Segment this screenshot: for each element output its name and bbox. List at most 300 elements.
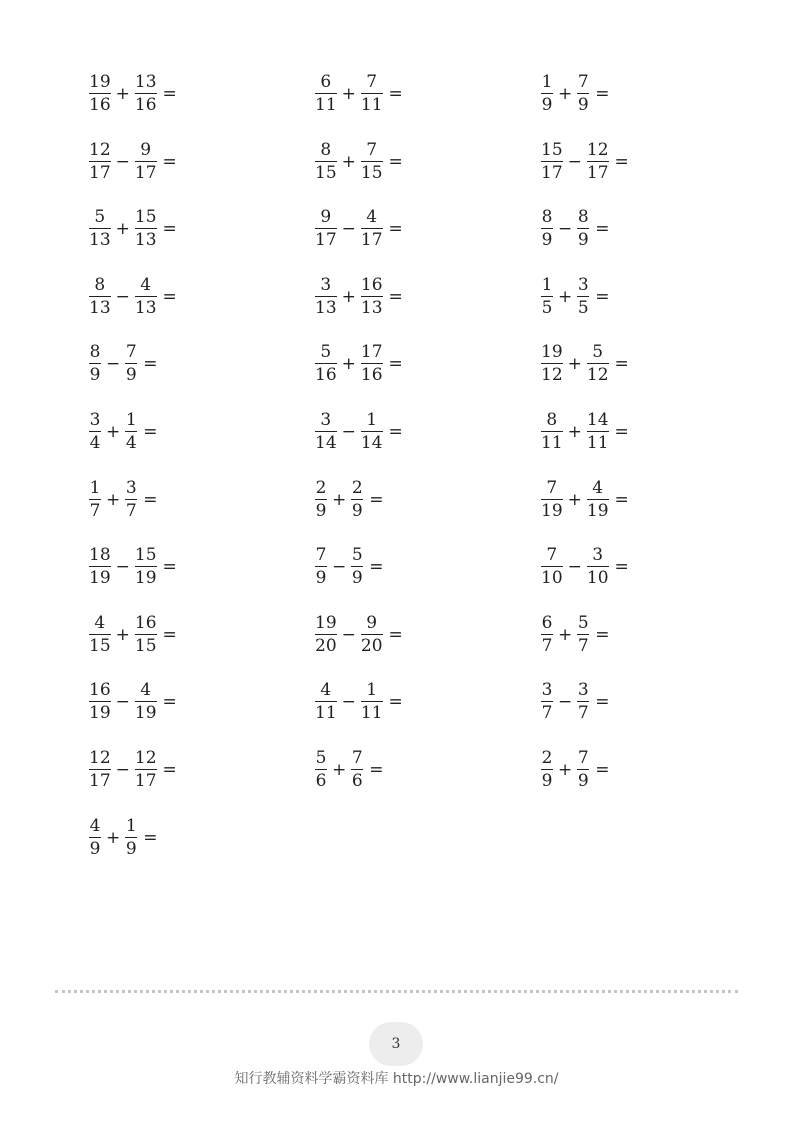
- fraction-problem: [314, 678, 403, 726]
- equals-sign: =: [162, 692, 177, 712]
- numerator: 12: [89, 748, 111, 768]
- numerator: 16: [89, 680, 111, 700]
- fraction: [314, 412, 338, 452]
- equals-sign: =: [162, 287, 177, 307]
- denominator: 9: [541, 230, 553, 250]
- denominator: 6: [351, 771, 363, 791]
- fraction: [88, 142, 112, 182]
- fraction-problem: [314, 746, 384, 794]
- denominator: 9: [577, 95, 589, 115]
- numerator: 7: [366, 140, 378, 160]
- fraction: [576, 750, 590, 790]
- denominator: 9: [541, 95, 553, 115]
- fraction: [360, 74, 384, 114]
- equals-sign: =: [369, 760, 384, 780]
- equals-sign: =: [388, 692, 403, 712]
- numerator: 3: [577, 275, 589, 295]
- numerator: 3: [320, 275, 332, 295]
- equals-sign: =: [595, 692, 610, 712]
- numerator: 1: [89, 478, 101, 498]
- fraction: [540, 209, 554, 249]
- fraction: [134, 615, 158, 655]
- denominator: 9: [315, 568, 327, 588]
- denominator: 17: [315, 230, 337, 250]
- operator: +: [558, 625, 573, 645]
- fraction: [314, 74, 338, 114]
- operator: +: [341, 152, 356, 172]
- operator: +: [341, 287, 356, 307]
- equals-sign: =: [614, 557, 629, 577]
- numerator: 1: [541, 72, 553, 92]
- numerator: 8: [541, 207, 553, 227]
- fraction: [360, 142, 384, 182]
- operator: +: [332, 760, 347, 780]
- denominator: 19: [89, 703, 111, 723]
- equals-sign: =: [595, 760, 610, 780]
- equals-sign: =: [614, 354, 629, 374]
- fraction: [314, 615, 338, 655]
- operator: +: [341, 84, 356, 104]
- denominator: 14: [360, 433, 383, 453]
- numerator: 16: [134, 613, 157, 633]
- fraction: [586, 344, 610, 384]
- fraction: [314, 142, 338, 182]
- fraction: [576, 682, 590, 722]
- fraction-problem: [540, 70, 610, 118]
- numerator: 7: [546, 545, 558, 565]
- fraction: [540, 344, 564, 384]
- numerator: 7: [315, 545, 327, 565]
- operator: +: [341, 354, 356, 374]
- numerator: 3: [320, 410, 332, 430]
- operator: −: [567, 152, 582, 172]
- fraction-problem: [540, 611, 610, 659]
- operator: −: [115, 152, 130, 172]
- denominator: 6: [315, 771, 327, 791]
- fraction-problem: [540, 340, 629, 388]
- fraction: [124, 412, 138, 452]
- operator: −: [341, 422, 356, 442]
- denominator: 11: [360, 95, 383, 115]
- fraction: [576, 74, 590, 114]
- fraction: [314, 750, 328, 790]
- denominator: 7: [577, 703, 589, 723]
- fraction-problem: [314, 273, 403, 321]
- numerator: 2: [351, 478, 363, 498]
- operator: −: [558, 219, 573, 239]
- numerator: 19: [541, 342, 563, 362]
- fraction: [576, 615, 590, 655]
- numerator: 15: [134, 545, 157, 565]
- operator: −: [341, 219, 356, 239]
- numerator: 19: [89, 72, 111, 92]
- fraction-problem: [88, 476, 158, 524]
- numerator: 7: [577, 72, 589, 92]
- equals-sign: =: [162, 760, 177, 780]
- equals-sign: =: [162, 557, 177, 577]
- numerator: 5: [351, 545, 363, 565]
- operator: +: [567, 490, 582, 510]
- fraction: [540, 277, 554, 317]
- operator: +: [106, 490, 121, 510]
- equals-sign: =: [595, 219, 610, 239]
- operator: −: [567, 557, 582, 577]
- numerator: 7: [125, 342, 137, 362]
- fraction: [350, 750, 364, 790]
- fraction-problem: [314, 138, 403, 186]
- equals-sign: =: [388, 354, 403, 374]
- fraction: [586, 412, 610, 452]
- fraction-problem: [88, 138, 177, 186]
- denominator: 15: [360, 163, 383, 183]
- denominator: 5: [577, 298, 589, 318]
- fraction: [134, 142, 158, 182]
- fraction-problem: [314, 408, 403, 456]
- numerator: 5: [315, 748, 327, 768]
- fraction: [314, 480, 328, 520]
- numerator: 8: [94, 275, 106, 295]
- numerator: 3: [592, 545, 604, 565]
- denominator: 17: [134, 163, 157, 183]
- numerator: 12: [134, 748, 157, 768]
- fraction: [360, 209, 384, 249]
- fraction-problem: [88, 340, 158, 388]
- numerator: 6: [320, 72, 332, 92]
- denominator: 14: [315, 433, 337, 453]
- equals-sign: =: [614, 152, 629, 172]
- numerator: 15: [134, 207, 157, 227]
- operator: −: [115, 557, 130, 577]
- fraction: [88, 344, 102, 384]
- operator: −: [106, 354, 121, 374]
- fraction: [540, 615, 554, 655]
- numerator: 3: [125, 478, 137, 498]
- fraction: [134, 74, 158, 114]
- page-number-badge: [369, 1022, 423, 1066]
- fraction-problem: [314, 205, 403, 253]
- numerator: 1: [366, 680, 378, 700]
- fraction: [134, 277, 158, 317]
- numerator: 9: [366, 613, 378, 633]
- equals-sign: =: [388, 422, 403, 442]
- fraction-problem: [88, 746, 177, 794]
- fraction: [134, 682, 158, 722]
- denominator: 9: [125, 365, 137, 385]
- fraction: [88, 615, 112, 655]
- fraction: [540, 750, 554, 790]
- fraction: [124, 818, 138, 858]
- denominator: 11: [360, 703, 383, 723]
- fraction: [540, 480, 564, 520]
- numerator: 2: [315, 478, 327, 498]
- denominator: 12: [586, 365, 609, 385]
- numerator: 5: [592, 342, 604, 362]
- denominator: 4: [125, 433, 137, 453]
- numerator: 7: [351, 748, 363, 768]
- denominator: 20: [315, 636, 337, 656]
- fraction: [88, 74, 112, 114]
- equals-sign: =: [143, 422, 158, 442]
- fraction-problem: [88, 70, 177, 118]
- equals-sign: =: [388, 287, 403, 307]
- numerator: 17: [360, 342, 383, 362]
- denominator: 19: [541, 501, 563, 521]
- equals-sign: =: [143, 354, 158, 374]
- fraction: [360, 344, 384, 384]
- fraction-problem: [540, 273, 610, 321]
- denominator: 9: [89, 839, 101, 859]
- equals-sign: =: [614, 422, 629, 442]
- denominator: 11: [586, 433, 609, 453]
- numerator: 12: [586, 140, 609, 160]
- footer-source-text: 知行教辅资料学霸资料库 http://www.lianjie99.cn/: [234, 1071, 559, 1087]
- operator: −: [341, 692, 356, 712]
- denominator: 13: [134, 230, 157, 250]
- numerator: 8: [320, 140, 332, 160]
- denominator: 19: [134, 568, 157, 588]
- numerator: 3: [541, 680, 553, 700]
- operator: +: [115, 219, 130, 239]
- equals-sign: =: [388, 84, 403, 104]
- denominator: 9: [315, 501, 327, 521]
- operator: +: [106, 422, 121, 442]
- denominator: 11: [315, 95, 337, 115]
- denominator: 10: [541, 568, 563, 588]
- numerator: 1: [366, 410, 378, 430]
- operator: +: [567, 422, 582, 442]
- fraction: [134, 547, 158, 587]
- numerator: 2: [541, 748, 553, 768]
- denominator: 12: [541, 365, 563, 385]
- denominator: 16: [360, 365, 383, 385]
- denominator: 17: [89, 771, 111, 791]
- fraction: [540, 547, 564, 587]
- denominator: 17: [541, 163, 563, 183]
- denominator: 19: [134, 703, 157, 723]
- denominator: 13: [134, 298, 157, 318]
- fraction: [314, 277, 338, 317]
- numerator: 3: [577, 680, 589, 700]
- fraction-problem: [314, 611, 403, 659]
- operator: +: [567, 354, 582, 374]
- fraction-problem: [540, 476, 629, 524]
- denominator: 7: [541, 636, 553, 656]
- fraction: [576, 277, 590, 317]
- operator: +: [558, 760, 573, 780]
- fraction-problem: [88, 611, 177, 659]
- fraction: [314, 344, 338, 384]
- denominator: 19: [586, 501, 609, 521]
- fraction: [88, 818, 102, 858]
- fraction-problem: [88, 273, 177, 321]
- fraction-problem: [88, 814, 158, 862]
- fraction-problem: [540, 678, 610, 726]
- numerator: 4: [140, 680, 152, 700]
- fraction-problem: [540, 138, 629, 186]
- fraction: [360, 412, 384, 452]
- operator: +: [115, 625, 130, 645]
- denominator: 13: [315, 298, 337, 318]
- equals-sign: =: [143, 828, 158, 848]
- denominator: 19: [89, 568, 111, 588]
- operator: −: [115, 692, 130, 712]
- fraction-problem: [540, 205, 610, 253]
- fraction: [88, 750, 112, 790]
- denominator: 16: [89, 95, 111, 115]
- numerator: 4: [366, 207, 378, 227]
- denominator: 9: [351, 501, 363, 521]
- fraction: [540, 412, 564, 452]
- equals-sign: =: [388, 625, 403, 645]
- equals-sign: =: [143, 490, 158, 510]
- denominator: 9: [351, 568, 363, 588]
- numerator: 19: [315, 613, 337, 633]
- numerator: 4: [320, 680, 332, 700]
- fraction: [314, 547, 328, 587]
- numerator: 14: [586, 410, 609, 430]
- fraction: [586, 480, 610, 520]
- fraction: [586, 142, 610, 182]
- operator: +: [115, 84, 130, 104]
- fraction: [540, 74, 554, 114]
- numerator: 8: [89, 342, 101, 362]
- numerator: 5: [577, 613, 589, 633]
- fraction: [540, 682, 554, 722]
- numerator: 5: [320, 342, 332, 362]
- numerator: 12: [89, 140, 111, 160]
- operator: +: [106, 828, 121, 848]
- fraction: [124, 344, 138, 384]
- equals-sign: =: [595, 84, 610, 104]
- denominator: 17: [134, 771, 157, 791]
- denominator: 9: [577, 771, 589, 791]
- numerator: 6: [541, 613, 553, 633]
- fraction: [88, 480, 102, 520]
- denominator: 9: [89, 365, 101, 385]
- denominator: 17: [360, 230, 383, 250]
- numerator: 9: [320, 207, 332, 227]
- dotted-divider: [55, 990, 738, 993]
- fraction-problem: [88, 408, 158, 456]
- equals-sign: =: [162, 152, 177, 172]
- equals-sign: =: [162, 625, 177, 645]
- fraction-problem: [88, 678, 177, 726]
- numerator: 1: [541, 275, 553, 295]
- numerator: 4: [89, 816, 101, 836]
- fraction: [360, 277, 384, 317]
- equals-sign: =: [614, 490, 629, 510]
- denominator: 13: [360, 298, 383, 318]
- fraction-problem: [88, 205, 177, 253]
- denominator: 15: [315, 163, 337, 183]
- fraction: [124, 480, 138, 520]
- fraction: [88, 277, 112, 317]
- numerator: 15: [541, 140, 563, 160]
- page-number: 3: [391, 1036, 401, 1052]
- operator: +: [558, 84, 573, 104]
- numerator: 3: [89, 410, 101, 430]
- fraction: [360, 682, 384, 722]
- denominator: 7: [541, 703, 553, 723]
- numerator: 8: [546, 410, 558, 430]
- numerator: 7: [366, 72, 378, 92]
- numerator: 18: [89, 545, 111, 565]
- fraction: [576, 209, 590, 249]
- fraction: [88, 209, 112, 249]
- operator: −: [341, 625, 356, 645]
- equals-sign: =: [595, 287, 610, 307]
- denominator: 5: [541, 298, 553, 318]
- fraction: [88, 547, 112, 587]
- denominator: 16: [315, 365, 337, 385]
- operator: −: [115, 287, 130, 307]
- fraction: [88, 682, 112, 722]
- equals-sign: =: [162, 219, 177, 239]
- equals-sign: =: [162, 84, 177, 104]
- fraction-problem: [314, 70, 403, 118]
- denominator: 9: [125, 839, 137, 859]
- equals-sign: =: [369, 557, 384, 577]
- denominator: 7: [577, 636, 589, 656]
- fraction: [314, 682, 338, 722]
- fraction: [350, 480, 364, 520]
- numerator: 1: [125, 410, 137, 430]
- numerator: 9: [140, 140, 152, 160]
- fraction-problem: [314, 543, 384, 591]
- fraction-problem: [540, 746, 610, 794]
- denominator: 9: [541, 771, 553, 791]
- denominator: 16: [134, 95, 157, 115]
- fraction: [314, 209, 338, 249]
- numerator: 4: [592, 478, 604, 498]
- numerator: 16: [360, 275, 383, 295]
- numerator: 1: [125, 816, 137, 836]
- denominator: 7: [89, 501, 101, 521]
- fraction: [350, 547, 364, 587]
- equals-sign: =: [369, 490, 384, 510]
- fraction-problem: [540, 543, 629, 591]
- operator: +: [332, 490, 347, 510]
- numerator: 13: [134, 72, 157, 92]
- denominator: 9: [577, 230, 589, 250]
- numerator: 7: [577, 748, 589, 768]
- operator: −: [115, 760, 130, 780]
- equals-sign: =: [388, 152, 403, 172]
- operator: −: [558, 692, 573, 712]
- denominator: 10: [586, 568, 609, 588]
- equals-sign: =: [595, 625, 610, 645]
- fraction: [134, 209, 158, 249]
- fraction: [540, 142, 564, 182]
- numerator: 4: [140, 275, 152, 295]
- fraction: [134, 750, 158, 790]
- denominator: 17: [89, 163, 111, 183]
- fraction: [360, 615, 384, 655]
- denominator: 20: [360, 636, 383, 656]
- operator: −: [332, 557, 347, 577]
- denominator: 17: [586, 163, 609, 183]
- fraction-problem: [314, 476, 384, 524]
- operator: +: [558, 287, 573, 307]
- numerator: 4: [94, 613, 106, 633]
- equals-sign: =: [388, 219, 403, 239]
- denominator: 7: [125, 501, 137, 521]
- numerator: 5: [94, 207, 106, 227]
- fraction-problem: [88, 543, 177, 591]
- numerator: 8: [577, 207, 589, 227]
- denominator: 11: [315, 703, 337, 723]
- fraction: [88, 412, 102, 452]
